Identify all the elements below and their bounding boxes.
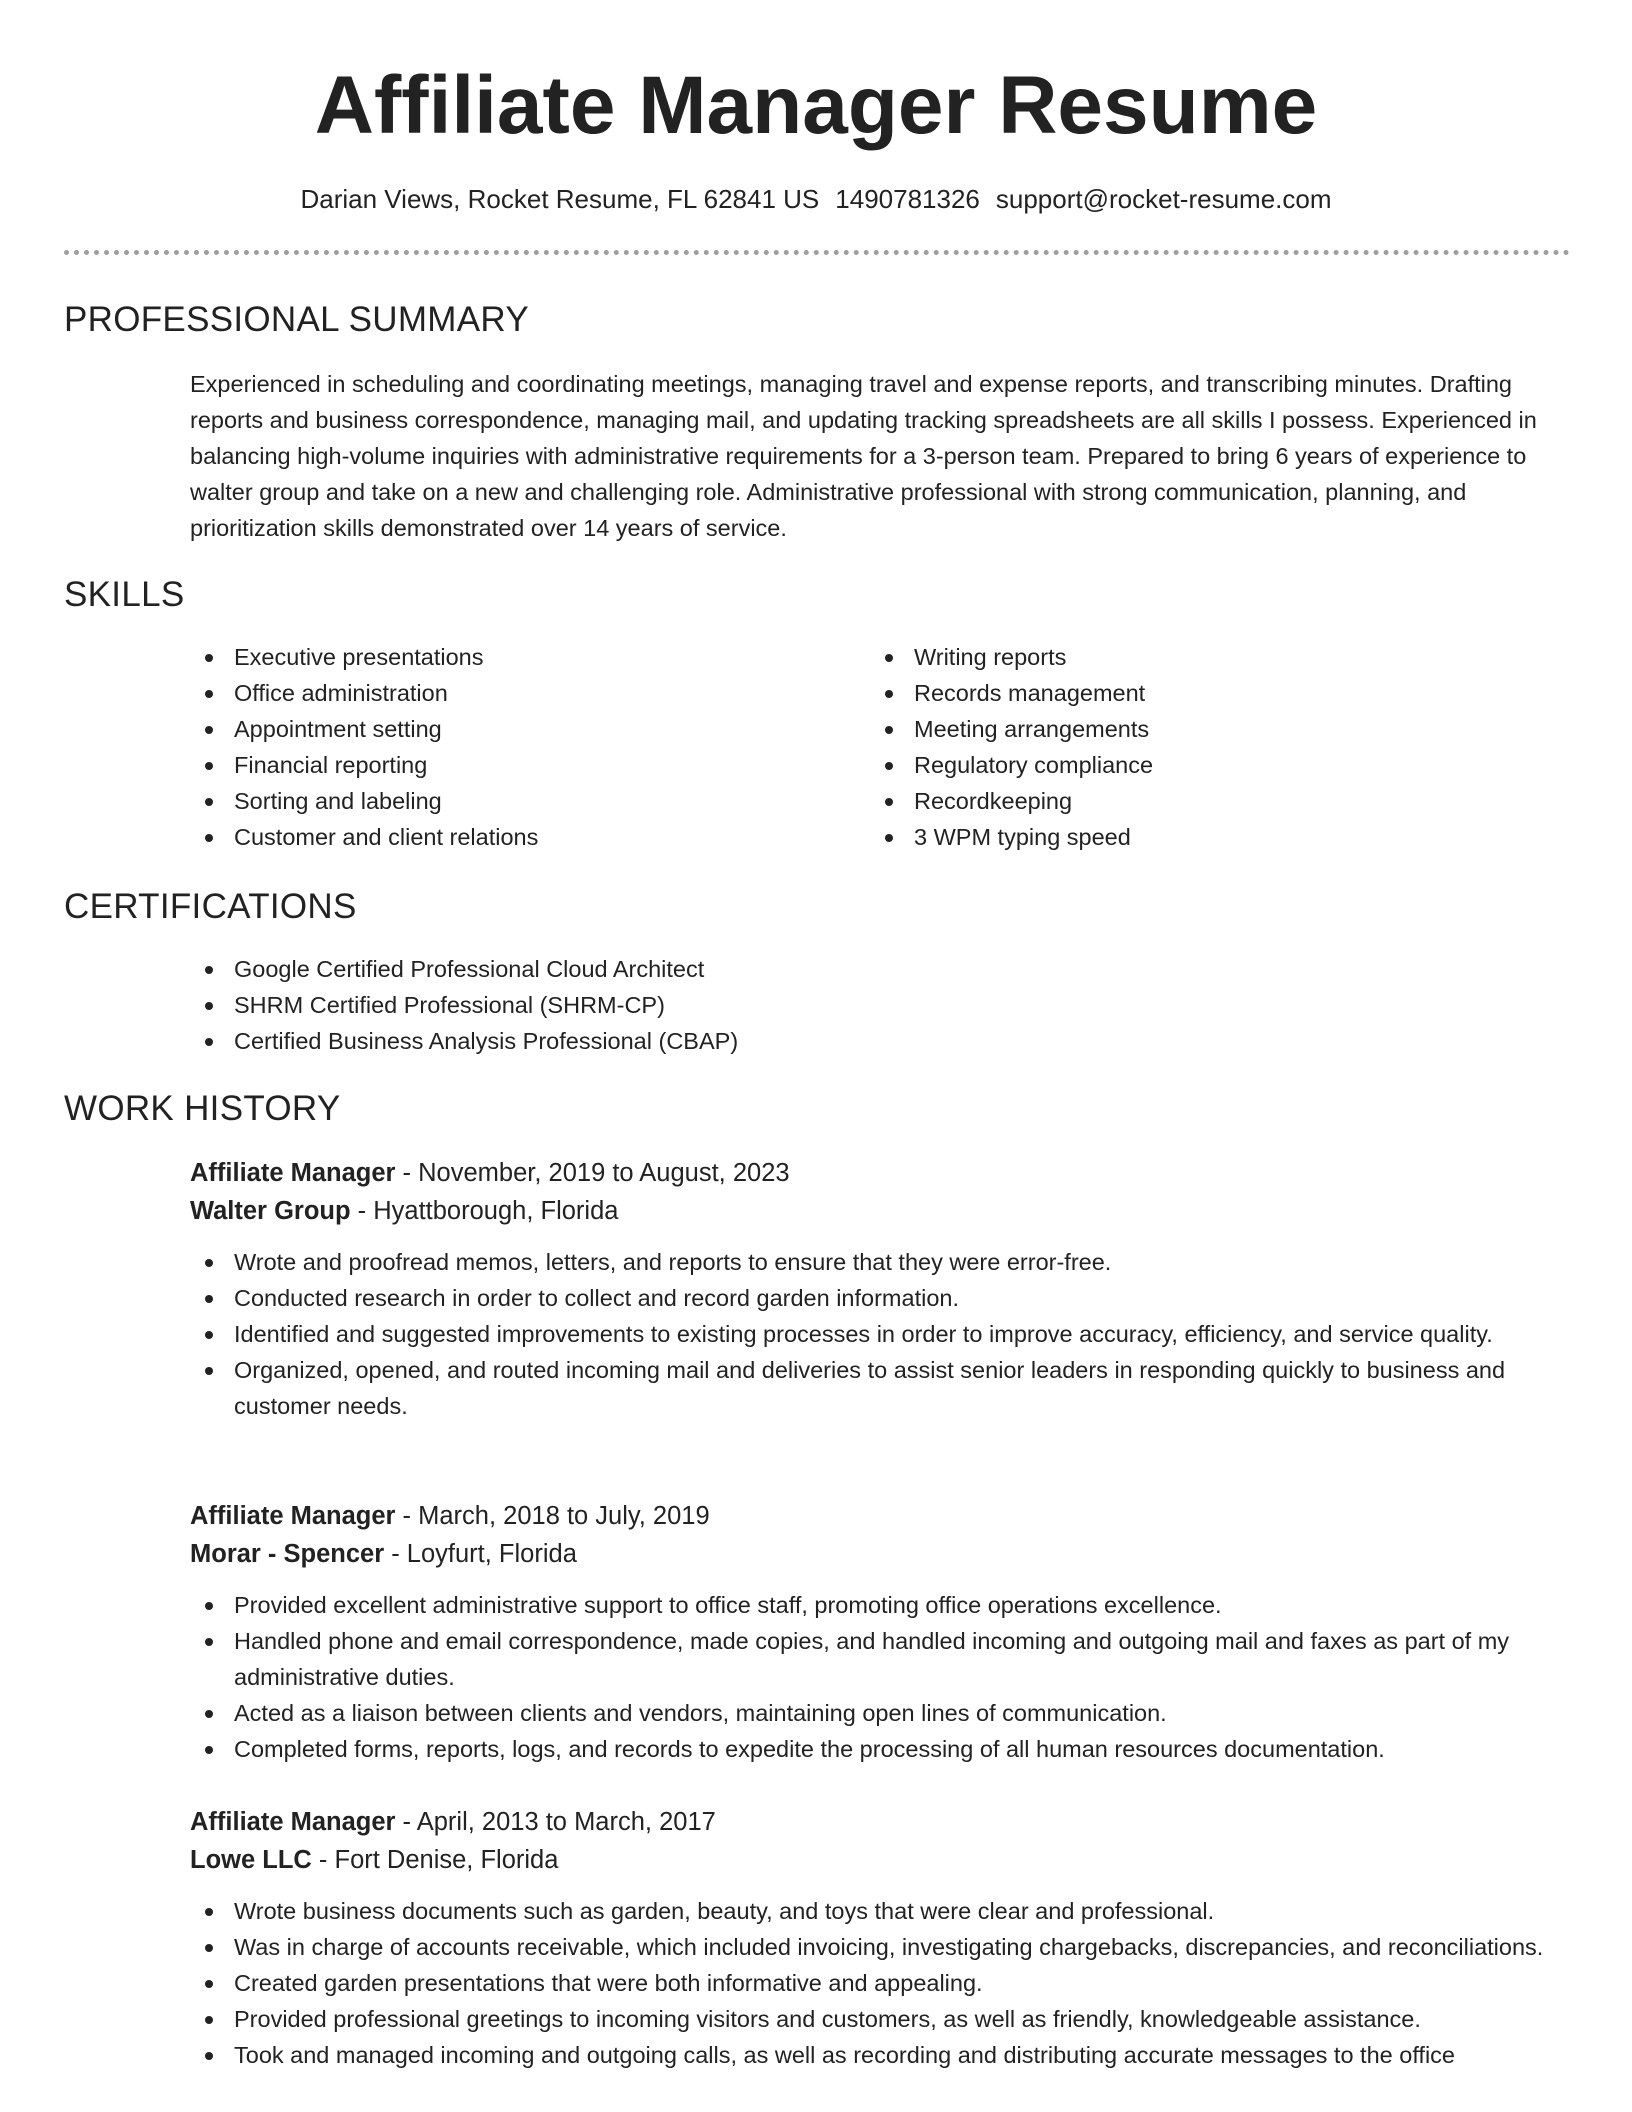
job-entry (190, 1497, 1570, 1767)
job-title-line (190, 1803, 1570, 1841)
job-company-line (190, 1841, 1570, 1879)
job-title-line (190, 1497, 1570, 1535)
skill-item: Appointment setting (190, 711, 850, 747)
job-title-line (190, 1154, 1570, 1192)
job-entry (190, 1154, 1570, 1424)
job-bullet: Handled phone and email correspondence, made copies, and handled incoming and outgoing mail and faxes as part of my administrative duties. (190, 1623, 1570, 1695)
job-location: - Loyfurt, Florida (384, 1540, 577, 1568)
skill-item: Executive presentations (190, 639, 850, 675)
contact-info (0, 181, 1632, 217)
skill-item: Regulatory compliance (870, 747, 1570, 783)
certifications-heading: CERTIFICATIONS (64, 887, 357, 926)
job-bullet: Created garden presentations that were both informative and appealing. (190, 1965, 1570, 2001)
skill-item: Financial reporting (190, 747, 850, 783)
job-title: Affiliate Manager (190, 1159, 396, 1187)
skill-item: Sorting and labeling (190, 783, 850, 819)
skill-item: Recordkeeping (870, 783, 1570, 819)
job-bullet: Provided excellent administrative support to office staff, promoting office operations excellence. (190, 1587, 1570, 1623)
summary-heading: PROFESSIONAL SUMMARY (64, 300, 529, 339)
certification-item: Google Certified Professional Cloud Architect (190, 951, 1570, 987)
job-bullet: Acted as a liaison between clients and vendors, maintaining open lines of communication. (190, 1695, 1570, 1731)
skill-item: Customer and client relations (190, 819, 850, 855)
certification-item: Certified Business Analysis Professional (CBAP) (190, 1023, 1570, 1059)
contact-phone: 1490781326 (835, 184, 980, 214)
job-bullet: Wrote and proofread memos, letters, and reports to ensure that they were error-free. (190, 1244, 1570, 1280)
contact-email: support@rocket-resume.com (995, 184, 1332, 214)
job-bullet: Took and managed incoming and outgoing calls, as well as recording and distributing accurate messages to the office (190, 2037, 1570, 2073)
skill-item: Meeting arrangements (870, 711, 1570, 747)
skills-column-right (870, 639, 1570, 855)
job-bullet: Conducted research in order to collect and record garden information. (190, 1280, 1570, 1316)
job-dates: - November, 2019 to August, 2023 (395, 1159, 790, 1187)
header-divider (64, 250, 1570, 255)
summary-text: Experienced in scheduling and coordinating meetings, managing travel and expense reports, and transcribing minutes. Drafting reports and business correspondence, managing mail, and updating tracking spreadsheets are all skills I possess. Experienced in balancing high-volume inquiries with administrative requirements for a 3-person team. Prepared to bring 6 years of experience to walter group and take on a new and challenging role. Administrative professional with strong communication, planning, and prioritization skills demonstrated over 14 years of service. (190, 371, 1537, 541)
job-company-line (190, 1192, 1570, 1230)
job-bullet: Was in charge of accounts receivable, which included invoicing, investigating chargebacks, discrepancies, and reconciliations. (190, 1929, 1570, 1965)
job-bullet: Wrote business documents such as garden, beauty, and toys that were clear and professional. (190, 1893, 1570, 1929)
job-bullet: Completed forms, reports, logs, and records to expedite the processing of all human resources documentation. (190, 1731, 1570, 1767)
skills-column-left (190, 639, 850, 855)
work-history-heading: WORK HISTORY (64, 1089, 341, 1128)
skill-item: Writing reports (870, 639, 1570, 675)
job-location: - Fort Denise, Florida (311, 1846, 559, 1874)
certifications-list (190, 951, 1570, 1059)
job-title: Affiliate Manager (190, 1502, 396, 1530)
job-location: - Hyattborough, Florida (350, 1197, 619, 1225)
job-company-line (190, 1535, 1570, 1573)
job-dates: - April, 2013 to March, 2017 (395, 1808, 716, 1836)
job-bullet: Identified and suggested improvements to existing processes in order to improve accuracy, efficiency, and service quality. (190, 1316, 1570, 1352)
job-title: Affiliate Manager (190, 1808, 396, 1836)
contact-address: Darian Views, Rocket Resume, FL 62841 US (300, 184, 820, 214)
skill-item: 3 WPM typing speed (870, 819, 1570, 855)
job-company: Morar - Spencer (190, 1540, 385, 1568)
job-bullet: Organized, opened, and routed incoming mail and deliveries to assist senior leaders in responding quickly to business and customer needs. (190, 1352, 1570, 1424)
job-bullet: Provided professional greetings to incoming visitors and customers, as well as friendly, knowledgeable assistance. (190, 2001, 1570, 2037)
skills-heading: SKILLS (64, 575, 185, 614)
skill-item: Records management (870, 675, 1570, 711)
job-company: Lowe LLC (190, 1846, 312, 1874)
resume-title: Affiliate Manager Resume (314, 60, 1318, 151)
certification-item: SHRM Certified Professional (SHRM-CP) (190, 987, 1570, 1023)
job-entry (190, 1803, 1570, 2073)
job-dates: - March, 2018 to July, 2019 (395, 1502, 710, 1530)
skill-item: Office administration (190, 675, 850, 711)
job-company: Walter Group (190, 1197, 351, 1225)
